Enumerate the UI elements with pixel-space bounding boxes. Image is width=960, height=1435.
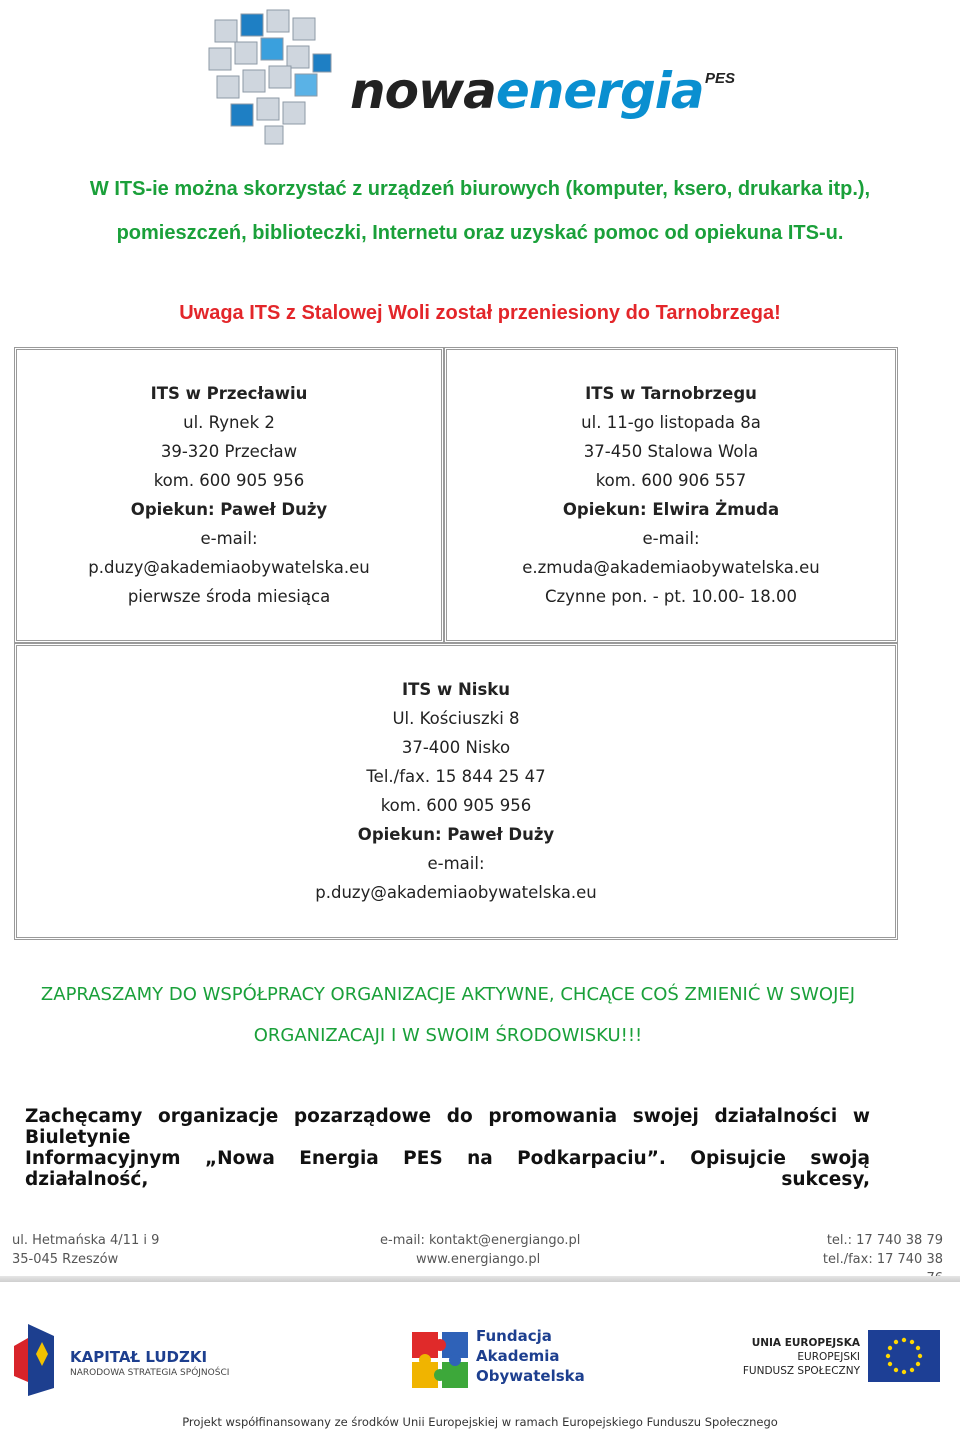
office-card-przeclaw [14,347,444,643]
kapital-ludzki-logo [14,1322,274,1398]
office-street: ul. 11-go listopada 8a [581,413,761,432]
office-email[interactable]: p.duzy@akademiaobywatelska.eu [88,558,370,577]
office-street: ul. Rynek 2 [183,413,275,432]
footer-address [12,1231,159,1269]
cube-logo-icon [195,0,345,150]
bulletin-paragraph-line-1: Zachęcamy organizacje pozarządowe do promowania swojej działalności w Biuletynie [25,1106,870,1148]
logo-part-energia: energia [495,62,704,120]
footer-address-street: ul. Hetmańska 4/11 i 9 [12,1233,160,1248]
office-hours: pierwsze środa miesiąca [127,587,331,606]
footer-telfax: tel./fax: 17 740 38 [822,1252,943,1267]
ue-line-3: FUNDUSZ SPOŁECZNY [742,1365,860,1377]
office-city: 39-320 Przecław [160,442,298,461]
office-card-tarnobrzeg [444,347,898,643]
office-email-label: e-mail: [642,529,700,548]
footer-email[interactable]: e-mail: kontakt@energiango.pl [380,1233,581,1248]
office-name: ITS w Tarnobrzegu [585,384,757,403]
intro-line-1: W ITS-ie można skorzystać z urządzeń biurowych (komputer, ksero, drukarka itp.), [89,178,871,200]
fao-line-1: Fundacja [476,1327,552,1345]
kapital-ludzki-emblem-icon [14,1324,58,1396]
nowa-energia-logo [195,0,755,150]
cta-line-2: ORGANIZACAJI I W SWOIM ŚRODOWISKU!!! [253,1025,643,1046]
office-card-nisko [14,643,898,940]
office-city: 37-400 Nisko [401,738,511,757]
logo-pes-suffix: PES [705,70,736,87]
footer-website[interactable]: www.energiango.pl [416,1252,541,1267]
kl-title: KAPITAŁ LUDZKI [70,1348,208,1366]
footer-address-city: 35-045 Rzeszów [12,1252,119,1267]
logo-part-nowa: nowa [350,62,496,120]
fundacja-akademia-obywatelska-logo [410,1320,590,1400]
fao-line-3: Obywatelska [476,1367,585,1385]
office-caretaker: Opiekun: Paweł Duży [130,500,328,519]
office-phone: kom. 600 905 956 [380,796,532,815]
office-phone: kom. 600 905 956 [153,471,305,490]
intro-line-2: pomieszczeń, biblioteczki, Internetu oraz uzyskać pomoc od opiekuna ITS-u. [116,222,844,244]
ue-line-2: EUROPEJSKI [797,1351,860,1363]
cofinancing-credit: Projekt współfinansowany ze środków Unii Europejskiej w ramach Europejskiego Funduszu Społecznego [182,1415,778,1429]
bulletin-paragraph-line-2: Informacyjnym „Nowa Energia PES na Podkarpaciu”. Opisujcie swoją działalność, sukcesy, [25,1148,870,1190]
footer-online [380,1231,580,1269]
cta-line-1: ZAPRASZAMY DO WSPÓŁPRACY ORGANIZACJE AKTYWNE, CHCĄCE COŚ ZMIENIĆ W SWOJEJ [40,984,856,1005]
office-email[interactable]: e.zmuda@akademiaobywatelska.eu [522,558,820,577]
relocation-notice: Uwaga ITS z Stalowej Woli został przeniesiony do Tarnobrzega! [179,302,781,324]
office-city: 37-450 Stalowa Wola [583,442,759,461]
office-email-label: e-mail: [427,854,485,873]
fao-line-2: Akademia [476,1347,560,1365]
office-email[interactable]: p.duzy@akademiaobywatelska.eu [315,883,597,902]
office-caretaker: Opiekun: Paweł Duży [357,825,555,844]
kl-subtitle: NARODOWA STRATEGIA SPÓJNOŚCI [70,1368,230,1378]
footer-tel: tel.: 17 740 38 79 [826,1233,943,1248]
eu-social-fund-logo [740,1328,950,1388]
office-street: Ul. Kościuszki 8 [392,709,520,728]
ue-line-1: UNIA EUROPEJSKA [751,1337,860,1349]
eu-flag-icon [868,1330,940,1382]
office-name: ITS w Przecławiu [150,384,308,403]
office-hours: Czynne pon. - pt. 10.00- 18.00 [544,587,798,606]
office-phone: kom. 600 906 557 [595,471,747,490]
office-email-label: e-mail: [200,529,258,548]
puzzle-icon [410,1330,472,1392]
office-caretaker: Opiekun: Elwira Żmuda [562,500,780,519]
footer-divider [0,1276,960,1282]
logo-wordmark [350,62,704,120]
office-name: ITS w Nisku [401,680,510,699]
office-fax: Tel./fax. 15 844 25 47 [366,767,546,786]
